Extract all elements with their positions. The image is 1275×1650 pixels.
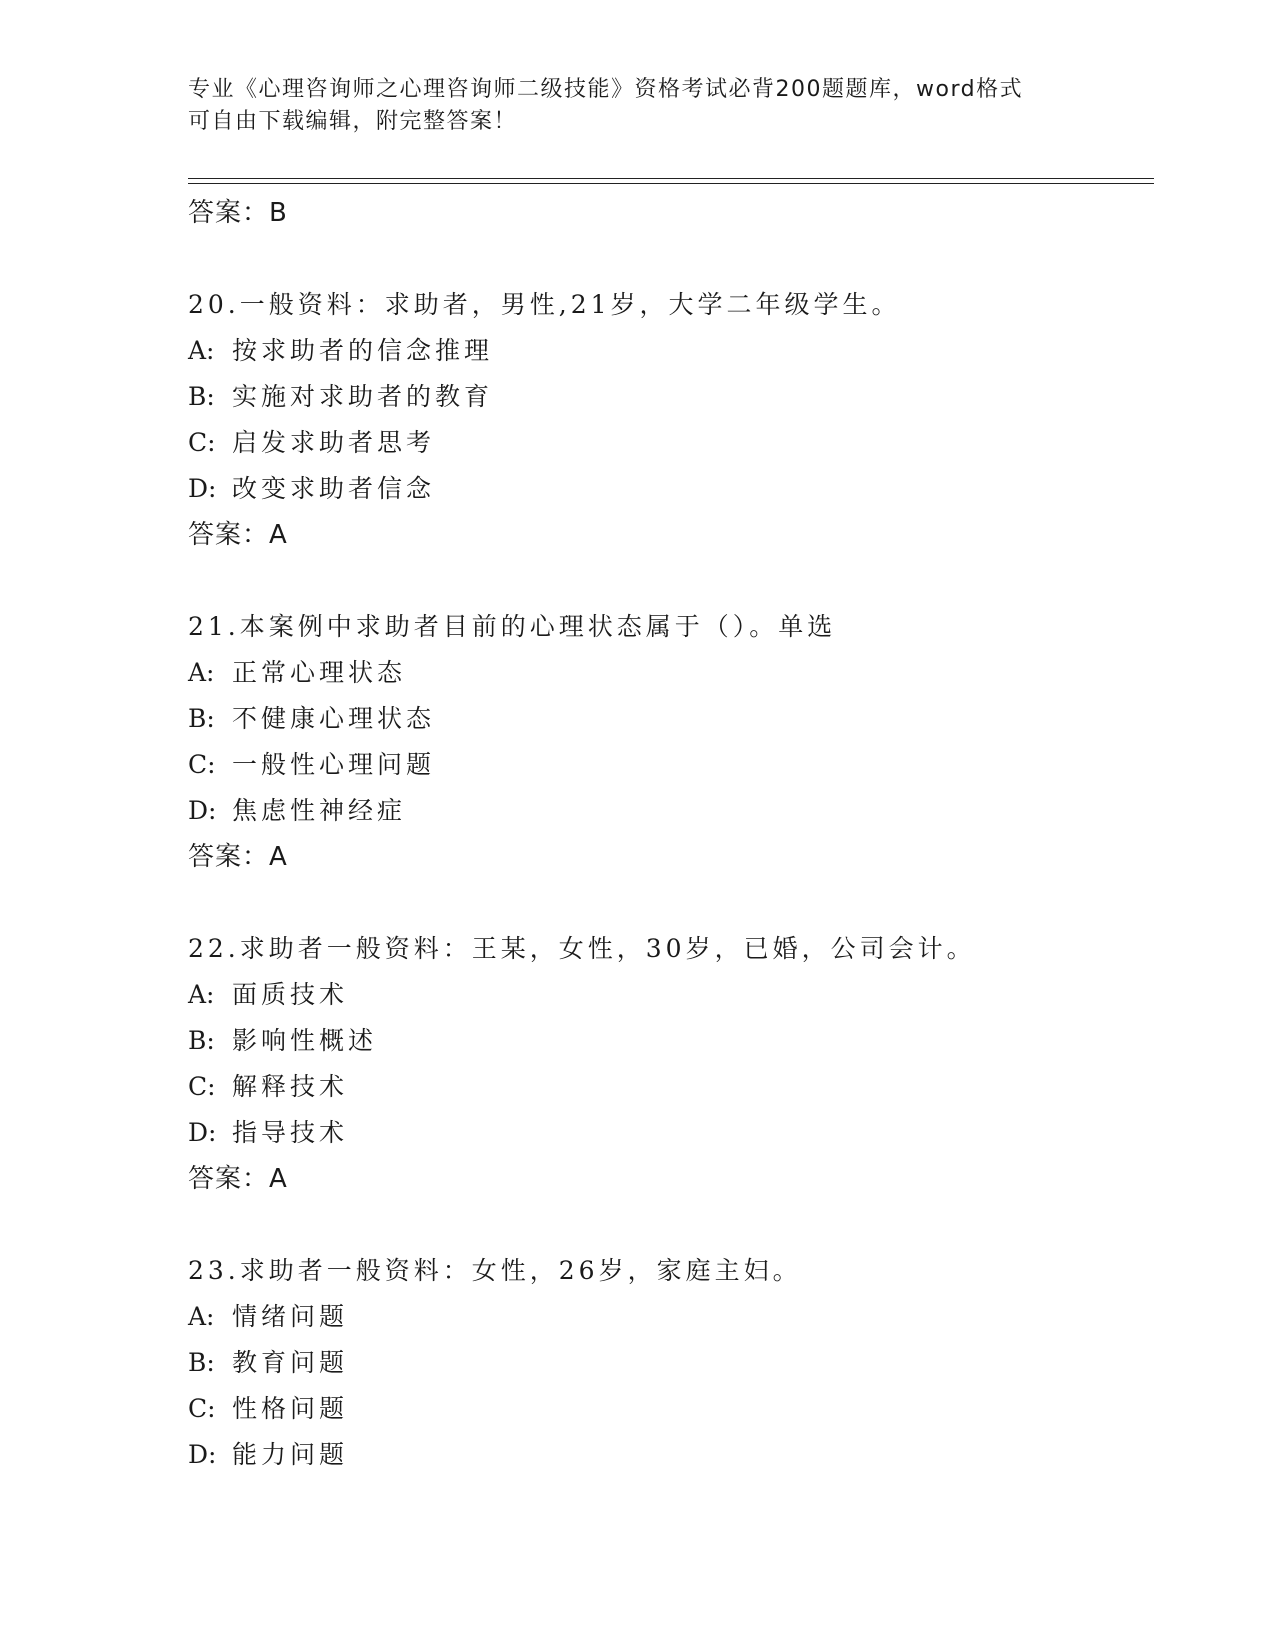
spacer <box>188 1202 1154 1248</box>
option-label: D: <box>188 796 217 825</box>
spacer <box>188 558 1154 604</box>
option-text: 按求助者的信念推理 <box>232 336 494 365</box>
option-text: 焦虑性神经症 <box>232 796 407 825</box>
question-list <box>188 190 1154 1478</box>
option-label: A: <box>188 658 215 687</box>
option-a <box>188 650 1154 696</box>
option-a <box>188 972 1154 1018</box>
option-label: B: <box>188 1026 215 1055</box>
option-label: B: <box>188 704 215 733</box>
option-text: 不健康心理状态 <box>232 704 436 733</box>
option-b <box>188 1018 1154 1064</box>
header-line-1: 专业《心理咨询师之心理咨询师二级技能》资格考试必背200题题库，word格式 <box>188 77 1024 102</box>
option-text: 实施对求助者的教育 <box>232 382 494 411</box>
question-stem: 20.一般资料：求助者，男性,21岁，大学二年级学生。 <box>188 290 901 319</box>
question-block <box>188 1248 1154 1478</box>
option-d <box>188 788 1154 834</box>
option-label: A: <box>188 980 215 1009</box>
header-divider-bottom <box>188 183 1154 184</box>
option-text: 面质技术 <box>232 980 349 1009</box>
question-block <box>188 282 1154 558</box>
option-c <box>188 420 1154 466</box>
option-label: C: <box>188 428 216 457</box>
question-stem: 21.本案例中求助者目前的心理状态属于（）。单选 <box>188 612 837 641</box>
header-divider-top <box>188 178 1154 179</box>
option-label: B: <box>188 382 215 411</box>
option-label: B: <box>188 1348 215 1377</box>
option-c <box>188 1386 1154 1432</box>
option-b <box>188 696 1154 742</box>
option-label: C: <box>188 1072 216 1101</box>
option-label: D: <box>188 474 217 503</box>
question-stem: 23.求助者一般资料：女性，26岁，家庭主妇。 <box>188 1256 802 1285</box>
option-label: C: <box>188 1394 216 1423</box>
answer-line: 答案：A <box>188 520 288 550</box>
option-c <box>188 1064 1154 1110</box>
option-text: 能力问题 <box>232 1440 349 1469</box>
option-b <box>188 1340 1154 1386</box>
option-d <box>188 1110 1154 1156</box>
option-label: D: <box>188 1440 217 1469</box>
spacer <box>188 236 1154 282</box>
option-label: D: <box>188 1118 217 1147</box>
option-text: 一般性心理问题 <box>232 750 436 779</box>
spacer <box>188 880 1154 926</box>
option-label: C: <box>188 750 216 779</box>
answer-line: 答案：A <box>188 1164 288 1194</box>
option-text: 性格问题 <box>232 1394 349 1423</box>
question-stem: 22.求助者一般资料：王某，女性，30岁，已婚，公司会计。 <box>188 934 976 963</box>
option-text: 改变求助者信念 <box>232 474 436 503</box>
option-d <box>188 1432 1154 1478</box>
answer-line: 答案：A <box>188 842 288 872</box>
option-text: 教育问题 <box>232 1348 349 1377</box>
option-text: 指导技术 <box>232 1118 349 1147</box>
question-block <box>188 604 1154 880</box>
option-a <box>188 328 1154 374</box>
option-b <box>188 374 1154 420</box>
option-label: A: <box>188 336 215 365</box>
document-header <box>188 74 1088 138</box>
option-text: 启发求助者思考 <box>232 428 436 457</box>
option-text: 正常心理状态 <box>232 658 407 687</box>
question-block <box>188 926 1154 1202</box>
header-line-2: 可自由下载编辑，附完整答案！ <box>188 109 518 134</box>
option-a <box>188 1294 1154 1340</box>
option-label: A: <box>188 1302 215 1331</box>
option-d <box>188 466 1154 512</box>
option-text: 情绪问题 <box>232 1302 349 1331</box>
previous-answer: 答案：B <box>188 198 288 228</box>
option-c <box>188 742 1154 788</box>
option-text: 影响性概述 <box>232 1026 378 1055</box>
option-text: 解释技术 <box>232 1072 349 1101</box>
